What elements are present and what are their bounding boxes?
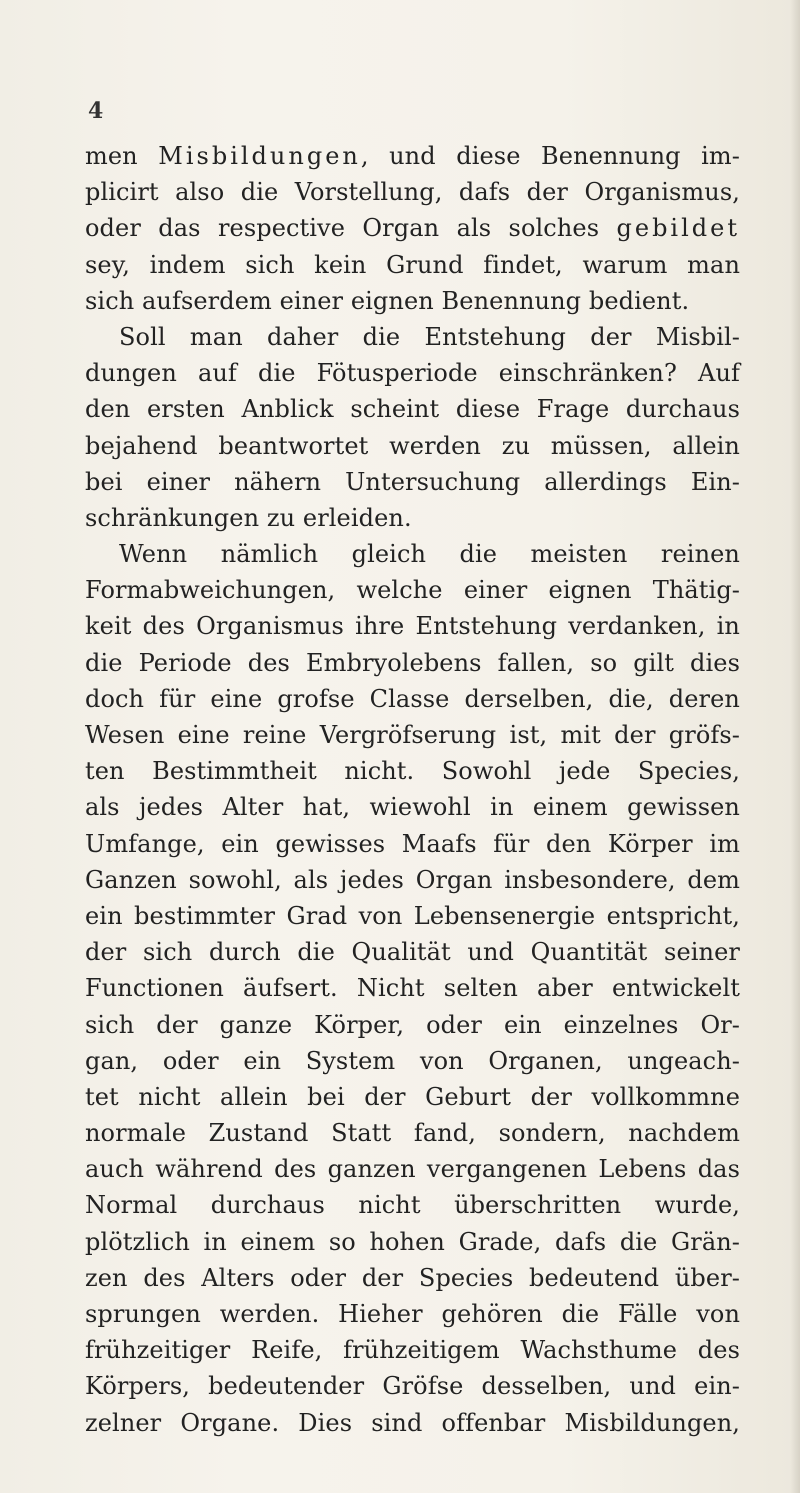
- text-segment: zelner Organe. Dies sind offenbar Misbildungen,: [85, 1408, 740, 1437]
- text-line: [85, 1079, 740, 1115]
- text-line: [85, 645, 740, 681]
- text-segment: ten Bestimmtheit nicht. Sowohl jede Species,: [85, 757, 740, 786]
- text-segment: der sich durch die Qualität und Quantität seiner: [85, 938, 740, 967]
- text-segment: den ersten Anblick scheint diese Frage durchaus: [85, 395, 740, 424]
- text-line: [85, 500, 740, 536]
- text-segment: dungen auf die Fötusperiode einschränken? Auf: [85, 359, 740, 388]
- text-line: [85, 391, 740, 427]
- text-segment: schränkungen zu erleiden.: [85, 503, 412, 532]
- text-line: [85, 1043, 740, 1079]
- text-line: [85, 536, 740, 572]
- text-line: [85, 1115, 740, 1151]
- text-segment: sich aufserdem einer eignen Benennung bedient.: [85, 286, 690, 315]
- text-line: [85, 753, 740, 789]
- text-segment: , und diese Benennung im-: [360, 142, 741, 170]
- text-segment: Körpers, bedeutender Gröfse desselben, und ein-: [85, 1372, 740, 1401]
- text-segment: sich der ganze Körper, oder ein einzelnes Or-: [85, 1010, 740, 1039]
- text-segment: Ganzen sowohl, als jedes Organ insbesondere, dem: [85, 865, 740, 894]
- text-line: [85, 681, 740, 717]
- text-segment: tet nicht allein bei der Geburt der vollkommne: [85, 1082, 740, 1111]
- text-segment: sprungen werden. Hieher gehören die Fälle von: [85, 1300, 740, 1328]
- text-segment: Normal durchaus nicht überschritten wurde,: [85, 1191, 740, 1220]
- text-segment: bejahend beantwortet werden zu müssen, allein: [85, 431, 740, 460]
- text-line: [85, 970, 740, 1006]
- text-line: [85, 898, 740, 934]
- text-line: [85, 934, 740, 970]
- text-segment: men: [85, 142, 159, 170]
- text-line: [85, 210, 740, 246]
- text-line: [85, 1224, 740, 1260]
- page-mark: 4: [88, 98, 104, 124]
- text-segment: frühzeitiger Reife, frühzeitigem Wachsthume des: [85, 1336, 740, 1365]
- text-segment: keit des Organismus ihre Entstehung verdanken, in: [85, 612, 740, 641]
- text-segment: normale Zustand Statt fand, sondern, nachdem: [85, 1119, 740, 1148]
- text-line: [85, 355, 740, 391]
- text-segment: als jedes Alter hat, wiewohl in einem gewissen: [85, 793, 740, 822]
- emphasized-text: Misbildungen: [158, 142, 361, 170]
- text-segment: Soll man daher die Entstehung der Misbil-: [119, 322, 740, 351]
- text-segment: Wenn nämlich gleich die meisten reinen: [119, 540, 740, 569]
- text-line: [85, 464, 740, 500]
- text-segment: sey, indem sich kein Grund findet, warum man: [85, 250, 740, 279]
- text-line: [85, 1260, 740, 1296]
- text-line: [85, 1151, 740, 1187]
- text-segment: Functionen äufsert. Nicht selten aber entwickelt: [85, 974, 740, 1003]
- text-line: [85, 1296, 740, 1332]
- page-edge-shadow: [790, 0, 800, 1493]
- text-line: [85, 319, 740, 355]
- text-line: [85, 174, 740, 210]
- text-line: [85, 1405, 740, 1441]
- text-line: [85, 1368, 740, 1404]
- text-line: [85, 1187, 740, 1223]
- text-segment: bei einer nähern Untersuchung allerdings Ein-: [85, 467, 740, 496]
- text-line: [85, 862, 740, 898]
- text-segment: gan, oder ein System von Organen, ungeach-: [85, 1046, 740, 1075]
- text-segment: ein bestimmter Grad von Lebensenergie entspricht,: [85, 901, 740, 930]
- text-line: [85, 789, 740, 825]
- text-line: [85, 608, 740, 644]
- text-line: [85, 247, 740, 283]
- text-segment: Formabweichungen, welche einer eignen Thätig-: [85, 576, 740, 605]
- text-line: [85, 572, 740, 608]
- emphasized-text: gebildet: [616, 214, 740, 243]
- text-segment: zen des Alters oder der Species bedeutend über-: [85, 1263, 740, 1292]
- text-line: [85, 717, 740, 753]
- text-line: [85, 1007, 740, 1043]
- text-segment: oder das respective Organ als solches: [85, 214, 617, 243]
- text-line: [85, 428, 740, 464]
- text-segment: auch während des ganzen vergangenen Lebens das: [85, 1155, 740, 1184]
- text-segment: plicirt also die Vorstellung, dafs der Organismus,: [85, 178, 740, 207]
- text-segment: die Periode des Embryolebens fallen, so gilt dies: [85, 648, 740, 677]
- text-line: [85, 283, 740, 319]
- body-text: [85, 138, 740, 1441]
- text-segment: Wesen eine reine Vergröfserung ist, mit der gröfs-: [85, 721, 740, 749]
- text-segment: doch für eine grofse Classe derselben, die, deren: [85, 684, 740, 713]
- text-segment: plötzlich in einem so hohen Grade, dafs die Grän-: [85, 1227, 740, 1256]
- text-line: [85, 1332, 740, 1368]
- text-line: [85, 826, 740, 862]
- text-line: [85, 138, 740, 174]
- text-segment: Umfange, ein gewisses Maafs für den Körper im: [85, 829, 740, 858]
